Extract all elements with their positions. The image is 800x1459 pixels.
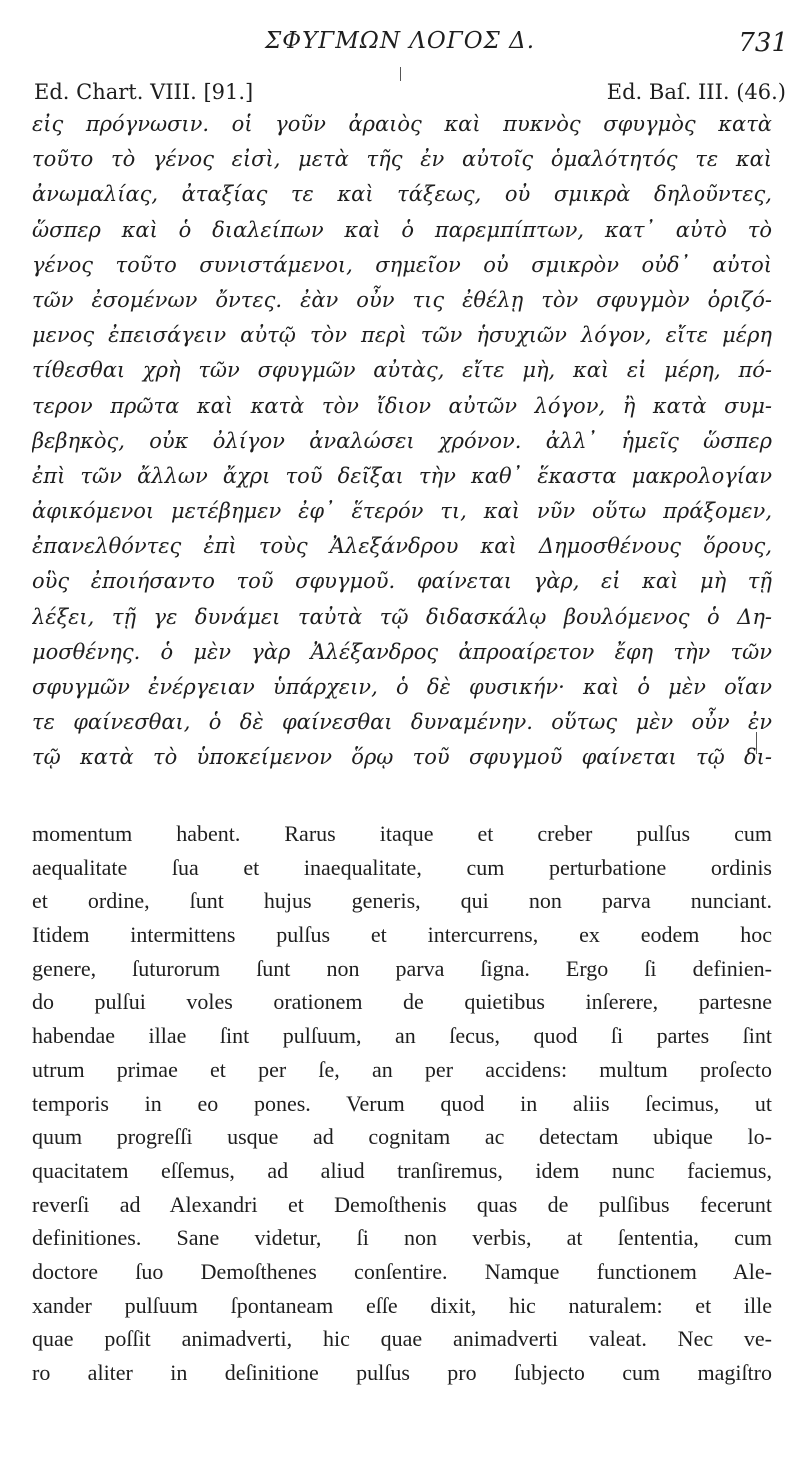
latin-line: Itidem intermittens pulſus et intercurrens, ex eodem hoc: [32, 922, 772, 948]
greek-line: τῶν ἐσομένων ὄντες. ἐὰν οὖν τις ἐθέλῃ τὸν σφυγμὸν ὁριζό-: [32, 287, 772, 312]
latin-line: ro aliter in deſinitione pulſus pro ſubjecto cum magiſtro: [32, 1360, 772, 1385]
greek-line: οὓς ἐποιήσαντο τοῦ σφυγμοῦ. φαίνεται γὰρ, εἰ καὶ μὴ τῇ: [32, 569, 772, 594]
edition-basel: Ed. Baſ. III. (46.): [606, 80, 786, 104]
greek-line: σφυγμῶν ἐνέργειαν ὑπάρχειν, ὁ δὲ φυσικήν· καὶ ὁ μὲν οἵαν: [32, 675, 772, 699]
latin-line: do pulſui voles orationem de quietibus inſerere, partesne: [32, 989, 772, 1015]
latin-line: et ordine, ſunt hujus generis, qui non parva nunciant.: [32, 888, 772, 914]
greek-line: τοῦτο τὸ γένος εἰσὶ, μετὰ τῆς ἐν αὐτοῖς ὁμαλότητός τε καὶ: [32, 147, 772, 172]
greek-line: γένος τοῦτο συνιστάμενοι, σημεῖον οὐ σμικρὸν οὐδ᾽ αὐτοὶ: [32, 252, 772, 277]
page-number: 731: [738, 28, 788, 58]
latin-line: temporis in eo pones. Verum quod in aliis ſecimus, ut: [32, 1090, 772, 1116]
latin-line: utrum primae et per ſe, an per accidens: multum proſecto: [32, 1056, 772, 1082]
latin-line: aequalitate ſua et inaequalitate, cum perturbatione ordinis: [32, 854, 772, 880]
greek-line: τίθεσθαι χρὴ τῶν σφυγμῶν αὐτὰς, εἴτε μὴ, καὶ εἰ μέρη, πό-: [32, 358, 772, 383]
greek-line: βεβηκὸς, οὐκ ὀλίγον ἀναλώσει χρόνον. ἀλλ᾽ ἡμεῖς ὥσπερ: [32, 428, 772, 453]
latin-line: habendae illae ſint pulſuum, an ſecus, quod ſi partes ſint: [32, 1023, 772, 1049]
latin-line: quae poſſit animadverti, hic quae animadverti valeat. Nec ve-: [32, 1326, 772, 1352]
greek-line: τῷ κατὰ τὸ ὑποκείμενον ὅρῳ τοῦ σφυγμοῦ φαίνεται τῷ δι-: [32, 745, 772, 770]
greek-line: ἐπανελθόντες ἐπὶ τοὺς Ἀλεξάνδρου καὶ Δημοσθένους ὅρους,: [32, 534, 772, 559]
latin-line: quacitatem eſſemus, ad aliud tranſiremus, idem nunc faciemus,: [32, 1157, 772, 1183]
greek-line: εἰς πρόγνωσιν. οἱ γοῦν ἀραιὸς καὶ πυκνὸς σφυγμὸς κατὰ: [32, 112, 772, 136]
latin-text-block: [32, 817, 772, 1390]
latin-line: genere, ſuturorum ſunt non parva ſigna. Ergo ſi definien-: [32, 955, 772, 981]
greek-line: ἀνωμαλίας, ἀταξίας τε καὶ τάξεως, οὐ σμικρὰ δηλοῦντες,: [32, 182, 772, 207]
latin-line: reverſi ad Alexandri et Demoſthenis quas de pulſibus fecerunt: [32, 1191, 772, 1217]
greek-line: τερον πρῶτα καὶ κατὰ τὸν ἴδιον αὐτῶν λόγον, ἢ κατὰ συμ-: [32, 393, 772, 418]
line-marker: [400, 67, 401, 81]
latin-line: doctore ſuo Demoſthenes conſentire. Namque functionem Ale-: [32, 1258, 772, 1284]
latin-line: definitiones. Sane videtur, ſi non verbis, at ſententia, cum: [32, 1225, 772, 1251]
greek-line: ἀφικόμενοι μετέβημεν ἐφ᾽ ἕτερόν τι, καὶ νῦν οὕτω πράξομεν,: [32, 499, 772, 524]
latin-line: xander pulſuum ſpontaneam eſſe dixit, hic naturalem: et ille: [32, 1292, 772, 1318]
running-title: ΣΦΥΓΜΩΝ ΛΟΓΟΣ Δ.: [264, 28, 536, 54]
edition-chartier: Ed. Chart. VIII. [91.]: [34, 80, 254, 104]
greek-line: ὥσπερ καὶ ὁ διαλείπων καὶ ὁ παρεμπίπτων, κατ᾽ αὐτὸ τὸ: [32, 217, 772, 242]
greek-line: μοσθένης. ὁ μὲν γὰρ Ἀλέξανδρος ἀπροαίρετον ἔφη τὴν τῶν: [32, 639, 772, 664]
greek-line: τε φαίνεσθαι, ὁ δὲ φαίνεσθαι δυναμένην. οὕτως μὲν οὖν ἐν: [32, 710, 772, 735]
greek-text-block: [32, 107, 772, 776]
latin-line: momentum habent. Rarus itaque et creber pulſus cum: [32, 821, 772, 846]
greek-line: λέξει, τῇ γε δυνάμει ταὐτὰ τῷ διδασκάλῳ βουλόμενος ὁ Δη-: [32, 604, 772, 629]
greek-line: μενος ἐπεισάγειν αὐτῷ τὸν περὶ τῶν ἡσυχιῶν λόγον, εἴτε μέρη: [32, 323, 772, 348]
greek-line: ἐπὶ τῶν ἄλλων ἄχρι τοῦ δεῖξαι τὴν καθ᾽ ἕκαστα μακρολογίαν: [32, 463, 772, 488]
latin-line: quum progreſſi usque ad cognitam ac detectam ubique lo-: [32, 1124, 772, 1150]
